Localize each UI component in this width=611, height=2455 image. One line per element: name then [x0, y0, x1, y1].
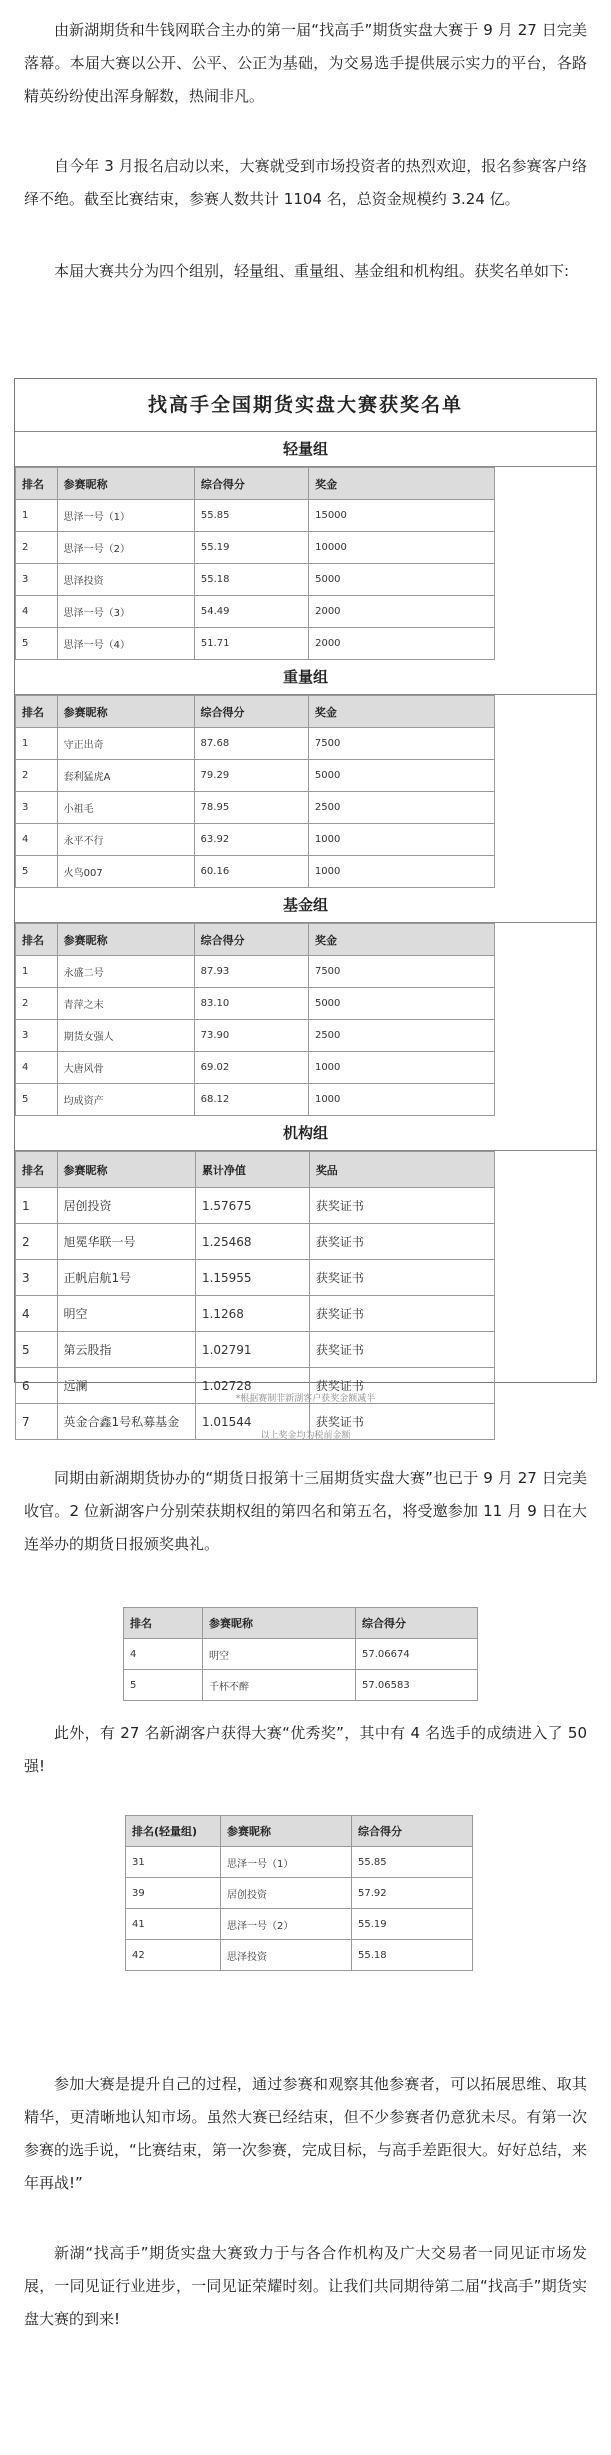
daily-table — [123, 1607, 478, 1701]
cell: 明空 — [57, 1296, 195, 1332]
cell: 2 — [16, 988, 58, 1020]
cell: 55.18 — [194, 564, 308, 596]
cell: 第云股指 — [57, 1332, 195, 1368]
cell: 2000 — [309, 628, 495, 660]
cell: 1.15955 — [195, 1260, 309, 1296]
cell: 3 — [16, 792, 58, 824]
header-cell: 奖金 — [308, 696, 494, 728]
cell: 5 — [16, 628, 58, 660]
header-cell: 综合得分 — [194, 468, 308, 500]
cell: 获奖证书 — [309, 1188, 494, 1224]
table-row — [16, 1260, 495, 1296]
cell: 大唐风骨 — [57, 1052, 194, 1084]
cell: 2500 — [308, 792, 494, 824]
cell: 3 — [16, 1020, 58, 1052]
table-row — [16, 792, 495, 824]
cell: 1.1268 — [195, 1296, 309, 1332]
table-row — [16, 760, 495, 792]
cell: 2 — [16, 1224, 58, 1260]
table-row — [16, 1224, 495, 1260]
cell: 获奖证书 — [309, 1224, 494, 1260]
header-cell: 排名(轻量组) — [126, 1816, 221, 1847]
cell: 42 — [126, 1940, 221, 1971]
cell: 87.93 — [194, 956, 308, 988]
cell: 55.19 — [194, 532, 308, 564]
header-cell: 综合得分 — [194, 924, 308, 956]
header-cell: 综合得分 — [356, 1608, 478, 1639]
cell: 1000 — [308, 824, 494, 856]
cell: 小祖毛 — [57, 792, 194, 824]
cell: 5 — [16, 1332, 58, 1368]
cell: 获奖证书 — [309, 1368, 494, 1404]
cell: 5000 — [309, 564, 495, 596]
table-row — [16, 628, 495, 660]
table-row — [16, 956, 495, 988]
cell: 思泽一号（2） — [57, 532, 194, 564]
header-cell: 参赛昵称 — [57, 1152, 195, 1188]
table-row — [16, 564, 495, 596]
cell: 思泽一号（1） — [57, 500, 194, 532]
cell: 思泽一号（2） — [221, 1909, 352, 1940]
cell: 5 — [16, 856, 58, 888]
cell: 1.25468 — [195, 1224, 309, 1260]
cell: 73.90 — [194, 1020, 308, 1052]
daily-paragraph: 同期由新湖期货协办的“期货日报第十三届期货实盘大赛”也已于 9 月 27 日完美收官。2 位新湖客户分别荣获期权组的第四名和第五名，将受邀参加 11 月 9 日在大连举办的期货日报颁奖典礼。 — [24, 1469, 587, 1553]
cell: 2 — [16, 532, 58, 564]
cell: 明空 — [203, 1639, 356, 1670]
table-row — [16, 500, 495, 532]
cell: 5 — [16, 1084, 58, 1116]
cell: 57.06674 — [356, 1639, 478, 1670]
intro-paragraph-1: 由新湖期货和牛钱网联合主办的第一届“找高手”期货实盘大赛于 9 月 27 日完美落幕。本届大赛以公开、公平、公正为基础，为交易选手提供展示实力的平台，各路精英纷纷使出浑身解数，热闹非凡。 — [24, 21, 587, 105]
closing-paragraph-1: 参加大赛是提升自己的过程，通过参赛和观察其他参赛者，可以拓展思维、取其精华，更清晰地认知市场。虽然大赛已经结束，但不少参赛者仍意犹未尽。有第一次参赛的选手说，“比赛结束，第一次参赛，完成目标，与高手差距很大。好好总结，来年再战!” — [24, 2075, 587, 2192]
group-table-fund — [15, 923, 495, 1116]
cell: 3 — [16, 1260, 58, 1296]
table-header-row — [124, 1608, 478, 1639]
header-cell: 参赛昵称 — [57, 468, 194, 500]
cell: 57.06583 — [356, 1670, 478, 1701]
header-cell: 参赛昵称 — [57, 696, 194, 728]
cell: 63.92 — [194, 824, 308, 856]
cell: 5000 — [308, 760, 494, 792]
cell: 68.12 — [194, 1084, 308, 1116]
cell: 4 — [16, 596, 58, 628]
cell: 4 — [16, 1052, 58, 1084]
table-row — [16, 856, 495, 888]
cell: 55.19 — [352, 1909, 473, 1940]
cell: 思泽投资 — [221, 1940, 352, 1971]
table-row — [126, 1847, 473, 1878]
excellent-table — [125, 1815, 473, 1971]
cell: 6 — [16, 1368, 58, 1404]
cell: 4 — [16, 1296, 58, 1332]
header-cell: 排名 — [16, 468, 58, 500]
note-half-prize: *根据赛制非新湖客户获奖金额减半 — [235, 1394, 376, 1404]
cell: 思泽一号（3） — [57, 596, 194, 628]
cell: 7500 — [308, 728, 494, 760]
cell: 1000 — [308, 856, 494, 888]
group-title-heavy: 重量组 — [15, 660, 596, 695]
header-cell: 排名 — [16, 924, 58, 956]
cell: 55.18 — [352, 1940, 473, 1971]
header-cell: 奖品 — [309, 1152, 494, 1188]
cell: 10000 — [309, 532, 495, 564]
cell: 1.02728 — [195, 1368, 309, 1404]
header-cell: 综合得分 — [194, 696, 308, 728]
header-cell: 综合得分 — [352, 1816, 473, 1847]
cell: 4 — [124, 1639, 203, 1670]
cell: 1.57675 — [195, 1188, 309, 1224]
header-cell: 累计净值 — [195, 1152, 309, 1188]
cell: 87.68 — [194, 728, 308, 760]
table-header-row — [16, 1152, 495, 1188]
header-cell: 排名 — [16, 1152, 58, 1188]
cell: 1000 — [308, 1052, 494, 1084]
cell: 2 — [16, 760, 58, 792]
note-pretax: 以上奖金均为税前金额 — [260, 1431, 351, 1441]
header-cell: 参赛昵称 — [57, 924, 194, 956]
table-row — [124, 1670, 478, 1701]
cell: 旭冕华联一号 — [57, 1224, 195, 1260]
intro-paragraph-2: 自今年 3 月报名启动以来，大赛就受到市场投资者的热烈欢迎，报名参赛客户络绎不绝。截至比赛结束，参赛人数共计 1104 名，总资金规模约 3.24 亿。 — [24, 157, 587, 208]
closing-paragraph-2: 新湖“找高手”期货实盘大赛致力于与各合作机构及广大交易者一同见证市场发展，一同见证行业进步，一同见证荣耀时刻。让我们共同期待第二届“找高手”期货实盘大赛的到来! — [24, 2244, 587, 2328]
cell: 83.10 — [194, 988, 308, 1020]
table-header-row — [16, 924, 495, 956]
cell: 千杯不醉 — [203, 1670, 356, 1701]
cell: 5000 — [308, 988, 494, 1020]
cell: 火鸟007 — [57, 856, 194, 888]
table-header-row — [126, 1816, 473, 1847]
cell: 均成资产 — [57, 1084, 194, 1116]
cell: 60.16 — [194, 856, 308, 888]
cell: 55.85 — [194, 500, 308, 532]
group-table-heavy — [15, 695, 495, 888]
cell: 4 — [16, 824, 58, 856]
intro-paragraph-3: 本届大赛共分为四个组别，轻量组、重量组、基金组和机构组。获奖名单如下: — [54, 262, 570, 280]
cell: 5 — [124, 1670, 203, 1701]
group-table-light — [15, 467, 495, 660]
cell: 1 — [16, 500, 58, 532]
cell: 守正出奇 — [57, 728, 194, 760]
cell: 居创投资 — [221, 1878, 352, 1909]
cell: 79.29 — [194, 760, 308, 792]
header-cell: 排名 — [16, 696, 58, 728]
cell: 1 — [16, 1188, 58, 1224]
cell: 获奖证书 — [309, 1404, 494, 1440]
table-header-row — [16, 696, 495, 728]
table-row — [16, 1296, 495, 1332]
table-row — [126, 1878, 473, 1909]
table-row — [16, 1084, 495, 1116]
cell: 思泽一号（4） — [57, 628, 194, 660]
cell: 31 — [126, 1847, 221, 1878]
table-row — [16, 596, 495, 628]
header-cell: 奖金 — [309, 468, 495, 500]
cell: 2500 — [308, 1020, 494, 1052]
cell: 1.01544 — [195, 1404, 309, 1440]
cell: 远澜 — [57, 1368, 195, 1404]
table-row — [16, 1020, 495, 1052]
award-list-title: 找高手全国期货实盘大赛获奖名单 — [15, 379, 596, 432]
cell: 3 — [16, 564, 58, 596]
cell: 2000 — [309, 596, 495, 628]
table-row — [16, 988, 495, 1020]
cell: 获奖证书 — [309, 1296, 494, 1332]
cell: 15000 — [309, 500, 495, 532]
header-cell: 参赛昵称 — [203, 1608, 356, 1639]
header-cell: 参赛昵称 — [221, 1816, 352, 1847]
cell: 居创投资 — [57, 1188, 195, 1224]
table-row — [16, 1188, 495, 1224]
cell: 41 — [126, 1909, 221, 1940]
cell: 青萍之末 — [57, 988, 194, 1020]
cell: 获奖证书 — [309, 1260, 494, 1296]
cell: 正帆启航1号 — [57, 1260, 195, 1296]
cell: 7 — [16, 1404, 58, 1440]
cell: 55.85 — [352, 1847, 473, 1878]
group-title-institution: 机构组 — [15, 1116, 596, 1151]
cell: 思泽投资 — [57, 564, 194, 596]
cell: 1.02791 — [195, 1332, 309, 1368]
cell: 39 — [126, 1878, 221, 1909]
cell: 1 — [16, 728, 58, 760]
cell: 获奖证书 — [309, 1332, 494, 1368]
cell: 57.92 — [352, 1878, 473, 1909]
cell: 54.49 — [194, 596, 308, 628]
table-row — [16, 1332, 495, 1368]
table-row — [16, 824, 495, 856]
table-row — [16, 532, 495, 564]
table-row — [16, 1052, 495, 1084]
table-row — [126, 1940, 473, 1971]
cell: 7500 — [308, 956, 494, 988]
group-title-light: 轻量组 — [15, 432, 596, 467]
cell: 期货女强人 — [57, 1020, 194, 1052]
cell: 78.95 — [194, 792, 308, 824]
group-title-fund: 基金组 — [15, 888, 596, 923]
cell: 套利猛虎A — [57, 760, 194, 792]
cell: 51.71 — [194, 628, 308, 660]
cell: 1000 — [308, 1084, 494, 1116]
cell: 永平不行 — [57, 824, 194, 856]
table-header-row — [16, 468, 495, 500]
cell: 永盛二号 — [57, 956, 194, 988]
table-row — [126, 1909, 473, 1940]
table-row — [16, 728, 495, 760]
cell: 69.02 — [194, 1052, 308, 1084]
cell: 1 — [16, 956, 58, 988]
cell: 英金合鑫1号私募基金 — [57, 1404, 195, 1440]
header-cell: 奖金 — [308, 924, 494, 956]
excellent-paragraph: 此外，有 27 名新湖客户获得大赛“优秀奖”，其中有 4 名选手的成绩进入了 50 强! — [24, 1724, 587, 1775]
table-row — [124, 1639, 478, 1670]
cell: 思泽一号（1） — [221, 1847, 352, 1878]
header-cell: 排名 — [124, 1608, 203, 1639]
